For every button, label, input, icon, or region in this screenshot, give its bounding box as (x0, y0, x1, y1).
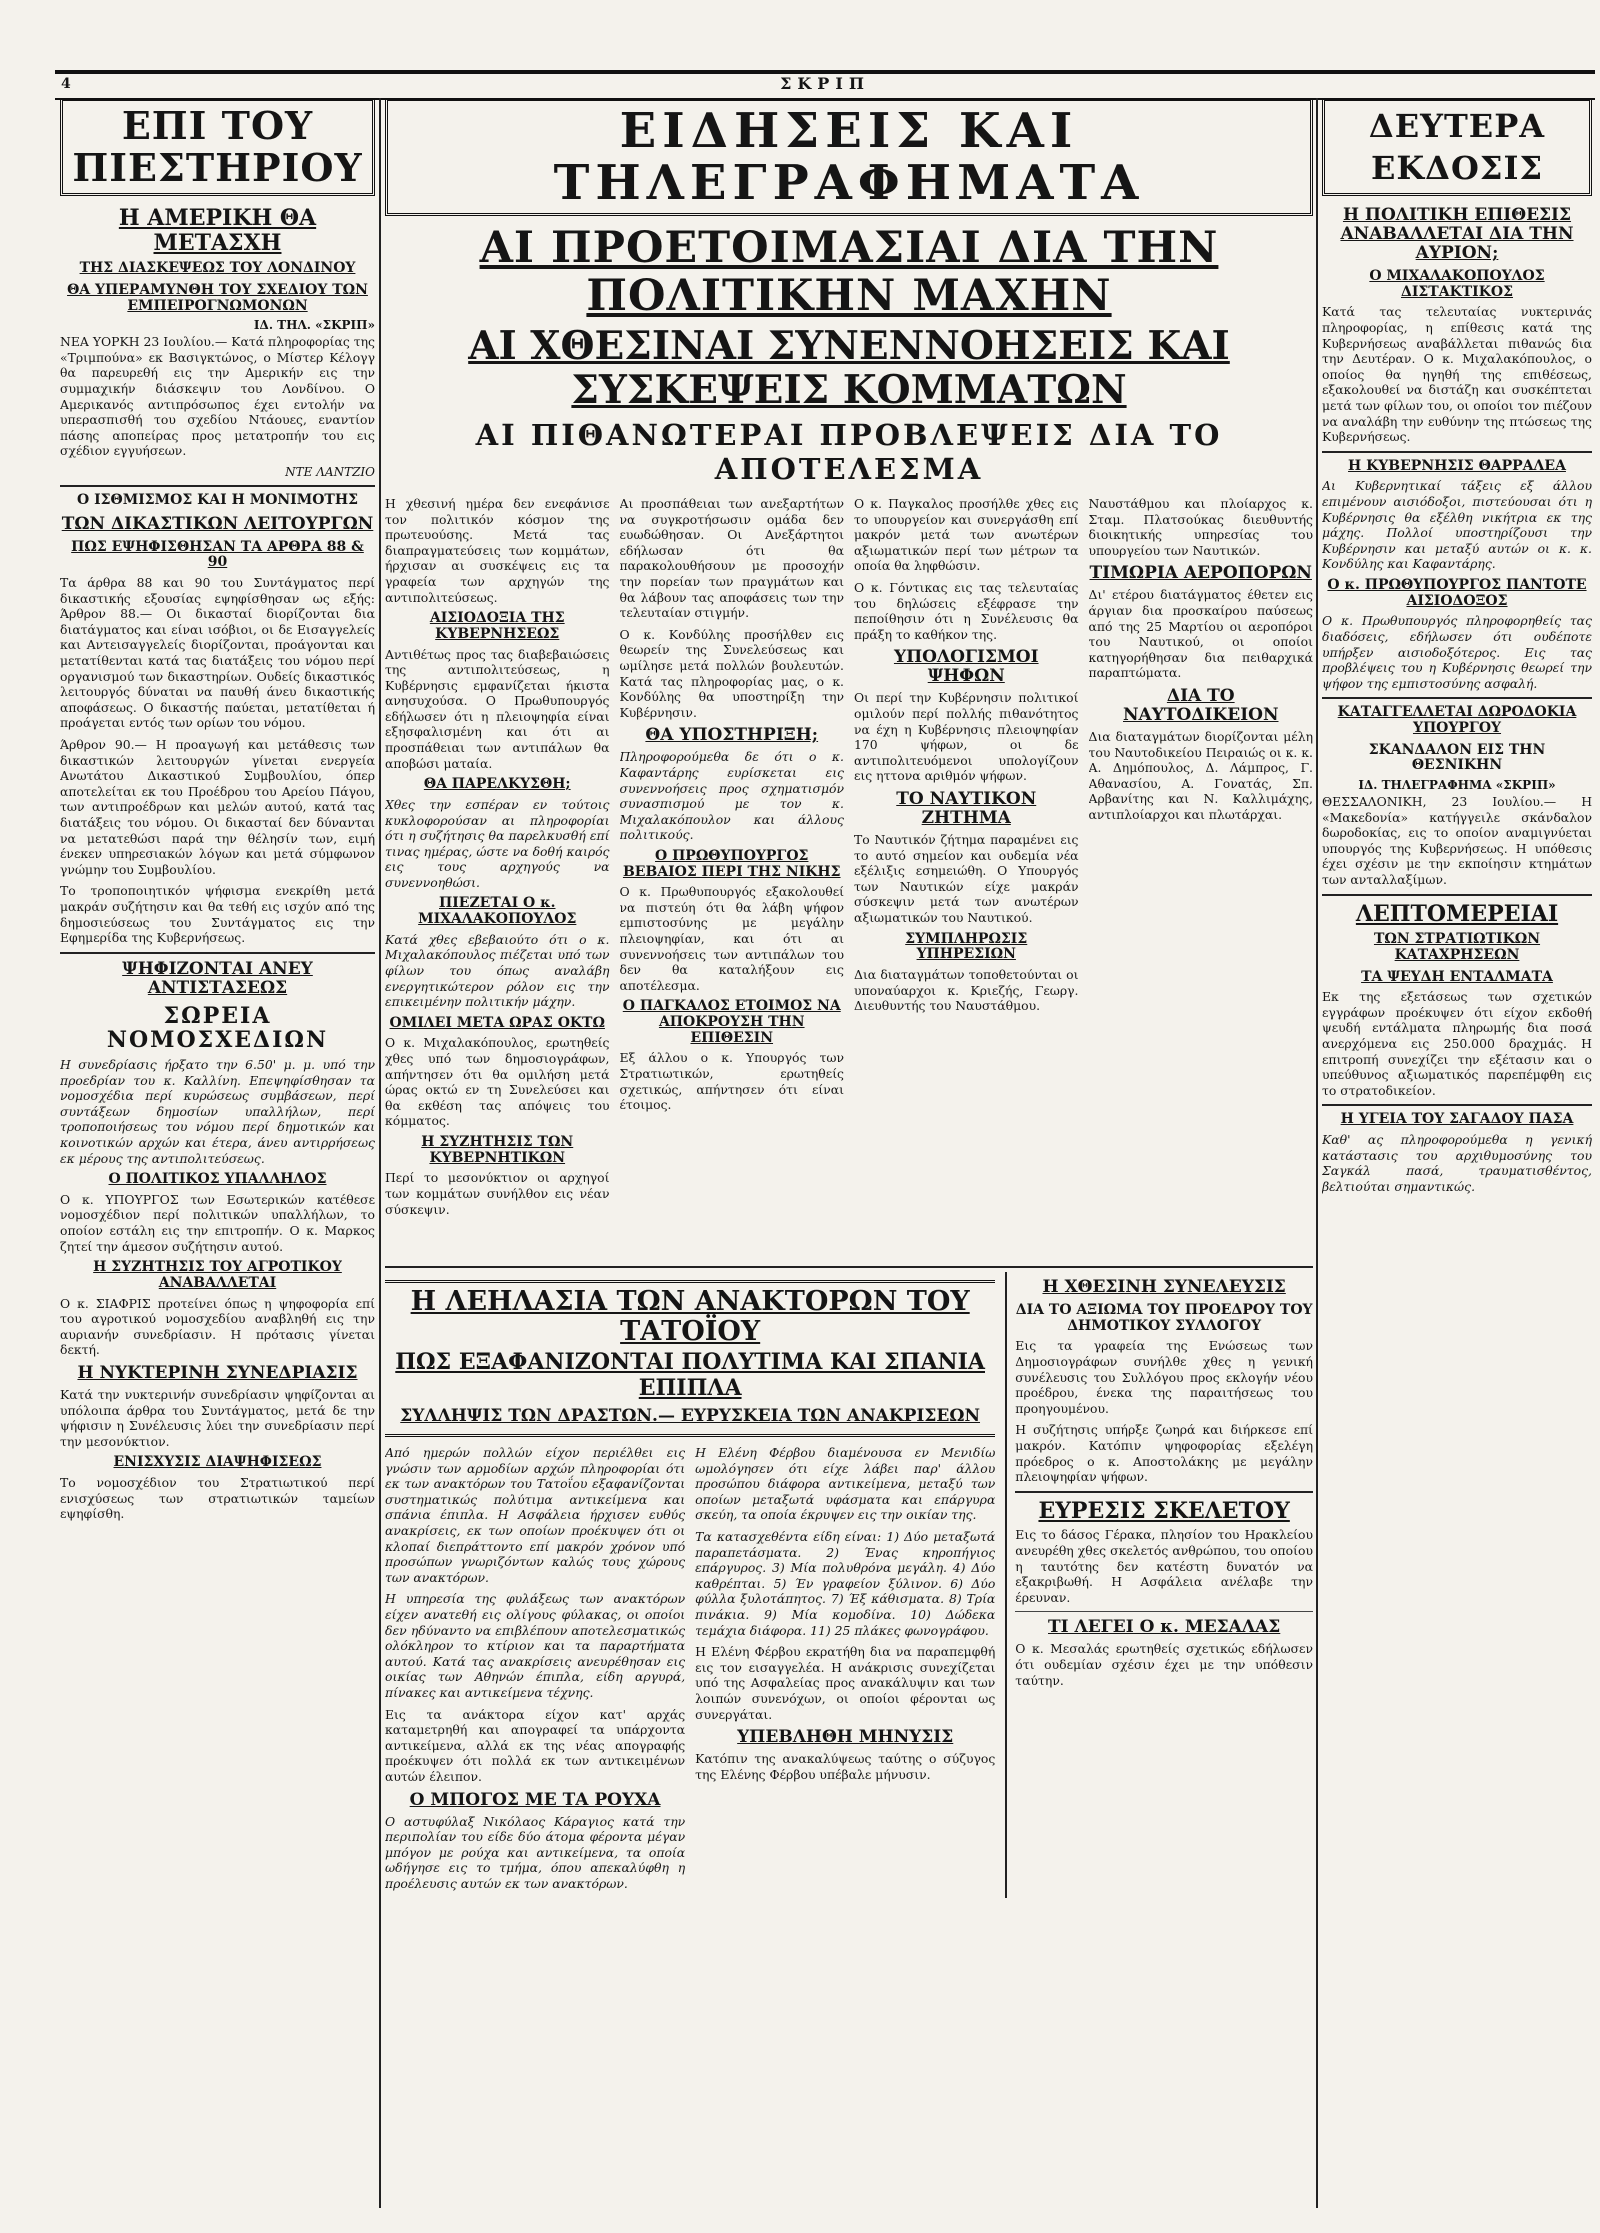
newspaper-name: ΣΚΡΙΠ (780, 74, 870, 93)
article-columns (385, 496, 1313, 1266)
subheadline: ΤΑ ΨΕΥΔΗ ΕΝΤΑΛΜΑΤΑ (1361, 968, 1553, 985)
headline: ΣΩΡΕΙΑ ΝΟΜΟΣΧΕΔΙΩΝ (106, 1002, 329, 1054)
right-column (1322, 98, 1592, 2208)
headline-box (385, 1280, 995, 1437)
article-text: ΝΕΑ ΥΟΡΚΗ 23 Ιουλίου.— Κατά πληροφορίας της «Τριμπούνα» εκ Βασιγκτώνος, ο Μίστερ Κέλογγ θα παρευρεθή εις την Αμερικήν εις την συμμαχικήν διάσκεψιν του Λονδίνου. Ο Αμερικανός αντιπρόσωπος έχει εντολήν να υπερασπισθή του σχεδίου Ντάουες, εναντίον πάσης αποπείρας προς μετατροπήν του εις σχέδιον εγγυήσεων. (60, 334, 375, 459)
article-text: Πληροφορούμεθα δε ότι ο κ. Καφαντάρης ευρίσκεται εις συνεννοήσεις προς σχηματισμόν συνασπισμού με τον κ. Μιχαλακόπουλον και άλλους πολιτικούς. (619, 749, 844, 843)
article-text: Ο κ. Κονδύλης προσήλθεν εις θεωρείν της Συνελεύσεως και ωμίλησε μετά πολλών βουλευτών. Κατά τας πληροφορίας μας, ο κ. Κονδύλης θα υποστηρίξη την Κυβέρνησιν. (619, 626, 844, 720)
article-text: Ο κ. Πρωθυπουργός εξακολουθεί να πιστεύη ότι θα λάβη ψήφον εμπιστοσύνης με μεγάλην πλειοψηφίαν, και ότι αι συνεννοήσεις των αντιπάλων του δεν θα καταλήξουν εις αποτέλεσμα. (619, 884, 844, 993)
article-text: Εις τα ανάκτορα είχον κατ' αρχάς καταμετρηθή και απογραφεί τα υπάρχοντα αντικείμενα, αλλά εκ της νέας απογραφής προέκυψεν ότι πολλά εκ των αντικειμένων αυτών έλειπον. (385, 1706, 686, 1784)
headline: Η ΣΥΖΗΤΗΣΙΣ ΤΟΥ ΑΓΡΟΤΙΚΟΥ ΑΝΑΒΑΛΛΕΤΑΙ (93, 1259, 342, 1291)
article-text: Κατόπιν της ανακαλύψεως ταύτης ο σύζυγος της Ελένης Φέρβου υπέβαλε μήνυσιν. (695, 1751, 996, 1782)
article-text: ΘΕΣΣΑΛΟΝΙΚΗ, 23 Ιουλίου.— Η «Μακεδονία» κατήγγειλε σκάνδαλον δωροδοκίας, εις το οποίον αναμιγνύεται υπουργός της Κυβερνήσεως. Η υπόθεσις έχει σχέσιν με την εκποίησιν κτημάτων των ανταλλαξίμων. (1322, 794, 1592, 887)
divider (1322, 451, 1592, 453)
subheading: ΘΑ ΥΠΟΣΤΗΡΙΞΗ; (645, 725, 819, 746)
article-text: Περί το μεσονύκτιον οι αρχηγοί των κομμάτων συνήλθον εις νέαν σύσκεψιν. (385, 1170, 610, 1217)
headline: ΛΕΠΤΟΜΕΡΕΙΑΙ (1355, 900, 1559, 927)
subheading: Ο ΠΑΓΚΑΛΟΣ ΕΤΟΙΜΟΣ ΝΑ ΑΠΟΚΡΟΥΣΗ ΤΗΝ ΕΠΙΘΕΣΙΝ (622, 998, 841, 1046)
subheading: Ο ΜΠΟΓΟΣ ΜΕ ΤΑ ΡΟΥΧΑ (409, 1789, 661, 1810)
headline: Η ΛΕΗΛΑΣΙΑ ΤΩΝ ΑΝΑΚΤΟΡΩΝ ΤΟΥ ΤΑΤΟΪΟΥ (410, 1286, 970, 1347)
page-number: 4 (61, 76, 71, 92)
article-text: Χθες την εσπέραν εν τούτοις κυκλοφορούσαν αι πληροφορίαι ότι η συζήτησις θα παρελκυσθή επί τινας ημέρας, ώστε να δοθή καιρός εις τους αρχηγούς να συνεννοηθώσι. (385, 796, 610, 890)
column-rule (379, 98, 381, 2208)
subheading: ΥΠΕΒΛΗΘΗ ΜΗΝΥΣΙΣ (737, 1727, 954, 1748)
divider (1015, 1491, 1313, 1493)
subheadline: ΠΩΣ ΕΨΗΦΙΣΘΗΣΑΝ ΤΑ ΑΡΘΡΑ 88 & 90 (71, 538, 364, 571)
subheading: ΔΙΑ ΤΟ ΝΑΥΤΟΔΙΚΕΙΟΝ (1123, 685, 1279, 725)
article-columns (385, 1445, 995, 1897)
article-subcolumn (854, 496, 1079, 1266)
headline: ΕΝΙΣΧΥΣΙΣ ΔΙΑΨΗΦΙΣΕΩΣ (113, 1454, 322, 1471)
article-text: Οι περί την Κυβέρνησιν πολιτικοί ομιλούν περί πολλής πιθανότητος να έχη η Κυβέρνησις πλειοψηφίαν 170 ψήφων, οι δε αντιπολιτευόμενοι υπολογίζουν εις ηττονα αριθμόν ψήφων. (854, 690, 1079, 784)
subheading: ΟΜΙΛΕΙ ΜΕΤΑ ΩΡΑΣ ΟΚΤΩ (389, 1014, 605, 1031)
main-deck: ΑΙ ΠΙΘΑΝΩΤΕΡΑΙ ΠΡΟΒΛΕΨΕΙΣ ΔΙΑ ΤΟ ΑΠΟΤΕΛΕΣΜΑ (475, 418, 1223, 486)
article-text: Δι' ετέρου διατάγματος έθετεν εις άργιαν δια προσκαίρου παύσεως από της 25 Μαρτίου οι αεροπόροι του Ναυτικού, οι οποίοι κατηγορήθησαν δια πειθαρχικά παραπτώματα. (1088, 587, 1313, 681)
article-text: Ο κ. Μεσαλάς ερωτηθείς σχετικώς εδήλωσεν ότι ουδεμίαν σχέσιν έχει με την υπόθεσιν ταύτην. (1015, 1641, 1313, 1688)
divider (1322, 1104, 1592, 1106)
article-text: Η συνεδρίασις ήρξατο την 6.50' μ. μ. υπό την προεδρίαν του κ. Καλλίνη. Επεψηφίσθησαν τα νομοσχέδια περί κυρώσεως συμβάσεων, περί συντάξεων δημοσίων υπαλλήλων, περί τροποποιήσεως του νόμου περί δημοτικών και κοινοτικών αρχών και έτερα, άνευ αντιρρήσεως εκ μέρους της αντιπολιτεύσεως. (60, 1057, 375, 1166)
subheading: ΥΠΟΛΟΓΙΣΜΟΙ ΨΗΦΩΝ (893, 647, 1039, 687)
subheading: ΑΙΣΙΟΔΟΞΙΑ ΤΗΣ ΚΥΒΕΡΝΗΣΕΩΣ (429, 610, 565, 642)
divider (1322, 894, 1592, 896)
masthead (55, 70, 1595, 100)
article-text: Εκ της εξετάσεως των σχετικών εγγράφων προέκυψεν ότι είχον εκδοθή ψευδή εντάλματα πληρωμής δια ποσά ανερχόμενα εις 250.000 δραχμάς. Η επιτροπή συνεχίζει την εξέτασιν και ο υπεύθυνος αξιωματικός παρεπέμφθη εις το στρατοδικείον. (1322, 989, 1592, 1098)
left-column (60, 98, 375, 2208)
article-text: Τα κατασχεθέντα είδη είναι: 1) Δύο μεταξωτά παραπετάσματα. 2) Ένας κηροπήγιος επάργυρος. 3) Μία πολυθρόνα μεγάλη. 4) Δύο καθρέπται. 5) Έν γραφείον ξύλινον. 6) Δύο φύλλα ξυλοτάπητος. 7) Έξ κάθισματα. 8) Τρία πινάκια. 9) Μία κομοδίνα. 10) Δώδεκα τεμάχια διάφορα. 11) 25 πλάκες φωνογράφου. (695, 1529, 996, 1638)
subheadline: ΘΑ ΥΠΕΡΑΜΥΝΘΗ ΤΟΥ ΣΧΕΔΙΟΥ ΤΩΝ ΕΜΠΕΙΡΟΓΝΩΜΟΝΩΝ (67, 281, 368, 314)
headline: Ο ΙΣΘΜΙΣΜΟΣ ΚΑΙ Η ΜΟΝΙΜΟΤΗΣ (77, 492, 358, 509)
deck: ΣΥΛΛΗΨΙΣ ΤΩΝ ΔΡΑΣΤΩΝ.— ΕΥΡΥΣΚΕΙΑ ΤΩΝ ΑΝΑΚΡΙΣΕΩΝ (400, 1406, 981, 1426)
article-text: Αι προσπάθειαι των ανεξαρτήτων να συγκροτήσωσιν ομάδα δεν ευωδώθησαν. Οι Ανεξάρτητοι εδήλωσαν ότι θα παρακολουθήσουν με προσοχήν την πορείαν των πραγμάτων και θα λάβουν τας αποφάσεις των την τελευταίαν στιγμήν. (619, 496, 844, 621)
article-subcolumn (385, 496, 610, 1266)
article-text: Αντιθέτως προς τας διαβεβαιώσεις της αντιπολιτεύσεως, η Κυβέρνησις εμφανίζεται ήκιστα ανησυχούσα. Ο Πρωθυπουργός εδήλωσεν ότι η πλειοψηφία είναι εξησφαλισμένη και ότι αι προσπάθειαι των αντιπάλων θα αποβώσι ματαία. (385, 646, 610, 771)
main-headline: ΑΙ ΠΡΟΕΤΟΙΜΑΣΙΑΙ ΔΙΑ ΤΗΝ ΠΟΛΙΤΙΚΗΝ ΜΑΧΗΝ (479, 223, 1219, 321)
subheadline: ΤΩΝ ΣΤΡΑΤΙΩΤΙΚΩΝ ΚΑΤΑΧΡΗΣΕΩΝ (1373, 931, 1541, 963)
article-subcolumn (1005, 1272, 1313, 1898)
headline: ΕΥΡΕΣΙΣ ΣΚΕΛΕΤΟΥ (1038, 1497, 1290, 1524)
headline: Η ΝΥΚΤΕΡΙΝΗ ΣΥΝΕΔΡΙΑΣΙΣ (77, 1362, 358, 1383)
article-text: Ο κ. Γόντικας εις τας τελευταίας του δηλώσεις εξέφρασε την πεποίθησιν ότι η Συνέλευσις θα πράξη το καθήκον της. (854, 579, 1079, 642)
divider (60, 485, 375, 487)
dateline: ΙΔ. ΤΗΛ. «ΣΚΡΙΠ» (253, 318, 375, 333)
subheading: Η ΣΥΖΗΤΗΣΙΣ ΤΩΝ ΚΥΒΕΡΝΗΤΙΚΩΝ (421, 1134, 574, 1166)
subheading: ΣΥΜΠΛΗΡΩΣΙΣ ΥΠΗΡΕΣΙΩΝ (905, 930, 1028, 963)
subheading: Ο ΠΡΩΘΥΠΟΥΡΓΟΣ ΒΕΒΑΙΟΣ ΠΕΡΙ ΤΗΣ ΝΙΚΗΣ (622, 847, 841, 880)
article-text: Ο κ. Μιχαλακόπουλος, ερωτηθείς χθες υπό των δημοσιογράφων, απήντησεν ότι θα ομιλήση μετά ώρας οκτώ εν τη Συνελεύσει και θα εκθέση τας απόψεις του κόμματος. (385, 1035, 610, 1129)
main-subheadline: ΑΙ ΧΘΕΣΙΝΑΙ ΣΥΝΕΝΝΟΗΣΕΙΣ ΚΑΙ ΣΥΣΚΕΨΕΙΣ ΚΟΜΜΑΤΩΝ (468, 323, 1230, 413)
section-banner: ΕΙΔΗΣΕΙΣ ΚΑΙ ΤΗΛΕΓΡΑΦΗΜΑΤΑ (385, 98, 1313, 216)
subheadline: ΣΚΑΝΔΑΛΟΝ ΕΙΣ ΤΗΝ ΘΕΣΝΙΚΗΝ (1368, 741, 1546, 774)
headline: Η ΠΟΛΙΤΙΚΗ ΕΠΙΘΕΣΙΣ ΑΝΑΒΑΛΛΕΤΑΙ ΔΙΑ ΤΗΝ ΑΥΡΙΟΝ; (1340, 205, 1574, 264)
section-banner: ΔΕΥΤΕΡΑ ΕΚΔΟΣΙΣ (1322, 98, 1592, 196)
article-text: Εις το δάσος Γέρακα, πλησίον του Ηρακλείου ανευρέθη χθες σκελετός ανθρώπου, του οποίου η ταυτότης δεν κατέστη δυνατόν να εξακριβωθή. Η Ασφάλεια ανέλαβε την έρευναν. (1015, 1527, 1313, 1605)
lower-articles (385, 1266, 1313, 1898)
subheading: ΤΟ ΝΑΥΤΙΚΟΝ ΖΗΤΗΜΑ (896, 788, 1037, 828)
article-text: Ο κ. Πρωθυπουργός πληροφορηθείς τας διαδόσεις, εδήλωσεν ότι ουδέποτε υπήρξεν αισιοδοξότερος. Εις τας προβλέψεις του η Κυβέρνησις θεωρεί την ψήφον της εμπιστοσύνης ασφαλή. (1322, 613, 1592, 691)
headline: Η ΥΓΕΙΑ ΤΟΥ ΣΑΓΑΔΟΥ ΠΑΣΑ (1340, 1111, 1574, 1128)
article-text: Κατά χθες εβεβαιούτο ότι ο κ. Μιχαλακόπουλος πιέζεται υπό των φίλων του όπως αναλάβη ενεργητικώτερον ρόλον εις την επικειμένην πολιτικήν μάχην. (385, 931, 610, 1010)
article-text: Εις τα γραφεία της Ενώσεως των Δημοσιογράφων συνήλθε χθες η γενική συνέλευσις του Συλλόγου προς εκλογήν νέου προέδρου, ένεκα της παραιτήσεως του προηγουμένου. (1015, 1338, 1313, 1416)
article-text: Η χθεσινή ημέρα δεν ενεφάνισε τον πολιτικόν κόσμον της πρωτευούσης. Μετά τας διαπραγματεύσεις των κομμάτων, ήρχισαν αι συσκέψεις εις τα γραφεία των αρχηγών της αντιπολιτεύσεως. (385, 496, 610, 605)
article-text: Εξ άλλου ο κ. Υπουργός των Στρατιωτικών, ερωτηθείς σχετικώς, απήντησεν ότι είναι έτοιμος. (619, 1050, 844, 1113)
article-text: Τα άρθρα 88 και 90 του Συντάγματος περί δικαστικής εξουσίας εψηφίσθησαν ως εξής: Άρθρον 88.— Οι δικασταί διορίζονται δια διατάγματος και είναι ισόβιοι, οι δε Εισαγγελείς και Αντεισαγγελείς διορίζονται, προάγονται και μετατίθενται κατά τας διατάξεις του νόμου περί οργανισμού των δικαστηρίων. Ουδείς δικαστικός λειτουργός δύναται να παυθή άνευ δικαστικής αποφάσεως. Ο δικαστής παύεται, μετατίθεται ή προάγεται εντός των ορίων του νόμου. (60, 575, 375, 731)
article-text: Η συζήτησις υπήρξε ζωηρά και διήρκεσε επί μακρόν. Κατόπιν ψηφοφορίας εξελέγη πρόεδρος ο κ. Αποστολάκης με μεγάλην πλειοψηφίαν ψήφων. (1015, 1422, 1313, 1485)
subheadline: ΔΙΑ ΤΟ ΑΞΙΩΜΑ ΤΟΥ ΠΡΟΕΔΡΟΥ ΤΟΥ ΔΗΜΟΤΙΚΟΥ ΣΥΛΛΟΓΟΥ (1015, 1302, 1313, 1334)
article-subcolumn (695, 1445, 995, 1897)
article-text: Ο αστυφύλαξ Νικόλαος Κάραγιος κατά την περιπολίαν του είδε δύο άτομα φέροντα μέγαν μπόγον με ρούχα και αντικείμενα, τα οποία ωδήγησε εις το τμήμα, όπου απεκαλύφθη η προέλευσις αυτών εκ των ανακτόρων. (385, 1813, 686, 1891)
headline: ΤΙ ΛΕΓΕΙ Ο κ. ΜΕΣΑΛΑΣ (1048, 1617, 1281, 1638)
center-column (385, 98, 1313, 2208)
article-text: Κατά την νυκτερινήν συνεδρίασιν ψηφίζονται αι υπόλοιπα άρθρα του Συντάγματος, μετά δε την ψήφισιν η Συνέλευσις λύει την συνεδρίασιν περί την μεσονύκτιον. (60, 1386, 375, 1449)
headline: Η ΧΘΕΣΙΝΗ ΣΥΝΕΛΕΥΣΙΣ (1042, 1277, 1286, 1297)
article-text: Κατά τας τελευταίας νυκτερινάς πληροφορίας, η επίθεσις κατά της Κυβερνήσεως αναβάλλεται πιθανώς δια την Δευτέραν. Ο κ. Μιχαλακόπουλος, ο οποίος θα ηγηθή της επιθέσεως, εξακολουθεί να διστάζη και συσκέπτεται μετά των φίλων του, οι οποίοι τον πιέζουν να αναλάβη την ευθύνην της πτώσεως της Κυβερνήσεως. (1322, 304, 1592, 445)
article-text: Δια διαταγμάτων τοποθετούνται οι υποναύαρχοι κ. Κριεζής, Γεωργ. Διευθυντής του Ναυστάθμου. (854, 966, 1079, 1014)
article-text: Η Ελένη Φέρβου διαμένουσα εν Μενιδίω ωμολόγησεν ότι είχε λάβει παρ' άλλου προσώπου διάφορα αντικείμενα, μεταξύ των οποίων μεταξωτά υφάσματα και επάργυρα σκεύη, τα οποία έκρυψεν εις την οικίαν της. (695, 1445, 996, 1523)
headline: ΤΩΝ ΔΙΚΑΣΤΙΚΩΝ ΛΕΙΤΟΥΡΓΩΝ (61, 513, 374, 534)
subheadline: Ο ΜΙΧΑΛΑΚΟΠΟΥΛΟΣ ΔΙΣΤΑΚΤΙΚΟΣ (1369, 268, 1545, 300)
dateline: ΙΔ. ΤΗΛΕΓΡΑΦΗΜΑ «ΣΚΡΙΠ» (1358, 778, 1556, 793)
subheading: ΘΑ ΠΑΡΕΛΚΥΣΘΗ; (423, 776, 571, 793)
headline: ΚΑΤΑΓΓΕΛΛΕΤΑΙ ΔΩΡΟΔΟΚΙΑ ΥΠΟΥΡΓΟΥ (1337, 704, 1577, 736)
article-subcolumn (1089, 496, 1314, 1266)
headline: Ο ΠΟΛΙΤΙΚΟΣ ΥΠΑΛΛΗΛΟΣ (108, 1171, 327, 1188)
headline: Η ΑΜΕΡΙΚΗ ΘΑ ΜΕΤΑΣΧΗ (118, 205, 317, 256)
article-text: Η υπηρεσία της φυλάξεως των ανακτόρων είχεν ανατεθή εις ολίγους φύλακας, οι οποίοι δεν ηδύναντο να επιβλέπουν αποτελεσματικώς ολόκληρον το κτίριον και τα παραρτήματα αυτού. Κατά τας ανακρίσεις ανευρέθησαν εις οικίας των Αθηνών έπιπλα, είδη αργυρά, πίνακες και αντικείμενα τέχνης. (385, 1591, 686, 1700)
article-text: Από ημερών πολλών είχον περιέλθει εις γνώσιν των αρμοδίων αρχών πληροφορίαι ότι εκ των ανακτόρων του Τατοΐου εξαφανίζονται συστηματικώς πολύτιμα αντικείμενα και σπάνια έπιπλα. Η Ασφάλεια ήρχισεν ευθύς ανακρίσεις, εκ των οποίων προέκυψεν ότι οι κλοπαί διεπράττοντο επί μακρόν χρόνον υπό προσώπων γνωριζόντων καλώς τους χώρους των ανακτόρων. (385, 1445, 686, 1585)
article-text: Καθ' ας πληροφορούμεθα η γενική κατάστασις του αρχιθυμοσύνης του Σαγκάλ πασά, τραυματισθέντος, βελτιούται σημαντικώς. (1322, 1132, 1592, 1194)
article-text: Άρθρον 90.— Η προαγωγή και μετάθεσις των δικαστικών λειτουργών γίνεται ενεργεία Ανωτάτου Δικαστικού Συμβουλίου, όπερ αποτελείται εκ του Προέδρου του Αρείου Πάγου, των αντιπροέδρων και μελών αυτού, κατά τας διατάξεις του νόμου. Οι δικασταί δεν δύνανται να μετατεθώσι παρά την θέλησίν των, ειμή ένεκεν υπηρεσιακών λόγων και μετά σύμφωνον γνώμην του Συμβουλίου. (60, 737, 375, 877)
divider (1015, 1611, 1313, 1612)
column-rule (1316, 98, 1318, 2208)
article-text: Η Ελένη Φέρβου εκρατήθη δια να παραπεμφθή εις τον εισαγγελέα. Η ανάκρισις συνεχίζεται υπό της Ασφαλείας προς ανακάλυψιν και των λοιπών συνενόχων, οι οποίοι φέρονται ως συνεργάται. (695, 1644, 996, 1722)
article-text: Αι Κυβερνητικαί τάξεις εξ άλλου επιμένουν αισιόδοξοι, πιστεύουσαι ότι η Κυβέρνησις θα εξέλθη νικήτρια εκ της μάχης. Πολλοί υποστηρίζουσι την Κυβέρνησιν και μεταξύ αυτών οι κ. κ. Κονδύλης και Καφαντάρης. (1322, 478, 1592, 572)
headline: Ο κ. ΠΡΩΘΥΠΟΥΡΓΟΣ ΠΑΝΤΟΤΕ ΑΙΣΙΟΔΟΞΟΣ (1327, 577, 1587, 609)
article-text: Το Ναυτικόν ζήτημα παραμένει εις το αυτό σημείον και ουδεμία νέα εξέλιξις εσημειώθη. Ο Υπουργός των Ναυτικών είχε μακράν σύσκεψιν μετά των ανωτέρων αξιωματικών του Ναυτικού. (854, 832, 1079, 925)
article-subcolumn (620, 496, 845, 1266)
subheading: ΤΙΜΩΡΙΑ ΑΕΡΟΠΟΡΩΝ (1089, 563, 1312, 584)
headline: ΨΗΦΙΖΟΝΤΑΙ ΑΝΕΥ ΑΝΤΙΣΤΑΣΕΩΣ (122, 958, 313, 998)
article-text: Το νομοσχέδιον του Στρατιωτικού περί ενισχύσεως των στρατιωτικών ταμείων εψηφίσθη. (60, 1475, 375, 1522)
article-text: Ο κ. ΣΙΑΦΡΙΣ προτείνει όπως η ψηφοφορία επί του αγροτικού νομοσχεδίου αναβληθή εις την αυριανήν συνεδρίασιν. Η πρότασις γίνεται δεκτή. (60, 1295, 375, 1358)
article-text: Ο κ. Παγκαλος προσήλθε χθες εις το υπουργείον και συνεργάσθη επί μακρόν μετά των ανωτέρων αξιωματικών περί των μέτρων τα οποία θα ληφθώσιν. (854, 496, 1079, 574)
divider (1322, 697, 1592, 699)
subheading: ΠΙΕΖΕΤΑΙ Ο κ. ΜΙΧΑΛΑΚΟΠΟΥΛΟΣ (418, 895, 577, 928)
headline: Η ΚΥΒΕΡΝΗΣΙΣ ΘΑΡΡΑΛΕΑ (1348, 457, 1566, 474)
article-text: Ο κ. ΥΠΟΥΡΓΟΣ των Εσωτερικών κατέθεσε νομοσχέδιον περί πολιτικών υπαλλήλων, το οποίον εστάλη εις την επιτροπήν. Ο κ. Μαρκος ζητεί την άμεσον συζήτησιν αυτού. (60, 1191, 375, 1254)
signature: ΝΤΕ ΛΑΝΤΖΙΟ (285, 465, 375, 480)
divider (60, 952, 375, 954)
section-banner: ΕΠΙ ΤΟΥ ΠΙΕΣΤΗΡΙΟΥ (60, 98, 375, 196)
article-text: Ναυστάθμου και πλοίαρχος κ. Σταμ. Πλατσούκας διευθυντής διοικητικής υπηρεσίας του υπουργείου των Ναυτικών. (1088, 496, 1313, 558)
subheadline: ΤΗΣ ΔΙΑΣΚΕΨΕΩΣ ΤΟΥ ΛΟΝΔΙΝΟΥ (79, 260, 356, 277)
subheadline: ΠΩΣ ΕΞΑΦΑΝΙΖΟΝΤΑΙ ΠΟΛΥΤΙΜΑ ΚΑΙ ΣΠΑΝΙΑ ΕΠΙΠΛΑ (395, 1349, 985, 1401)
article-text: Το τροποποιητικόν ψήφισμα ενεκρίθη μετά μακράν συζήτησιν και θα τεθή εις ισχύν από της δημοσιεύσεως του Συντάγματος εις την Εφημερίδα της Κυβερνήσεως. (60, 883, 375, 946)
tatoi-article (385, 1272, 995, 1898)
article-subcolumn (385, 1445, 685, 1897)
article-text: Δια διαταγμάτων διορίζονται μέλη του Ναυτοδικείου Πειραιώς οι κ. κ. Α. Δημόπουλος, Δ. Λάμπρος, Γ. Αθανασίου, Α. Γονατάς, Σπ. Αρβανίτης και Ν. Καλλιμάχης, αντιπλοίαρχοι και πλωτάρχαι. (1088, 729, 1313, 822)
